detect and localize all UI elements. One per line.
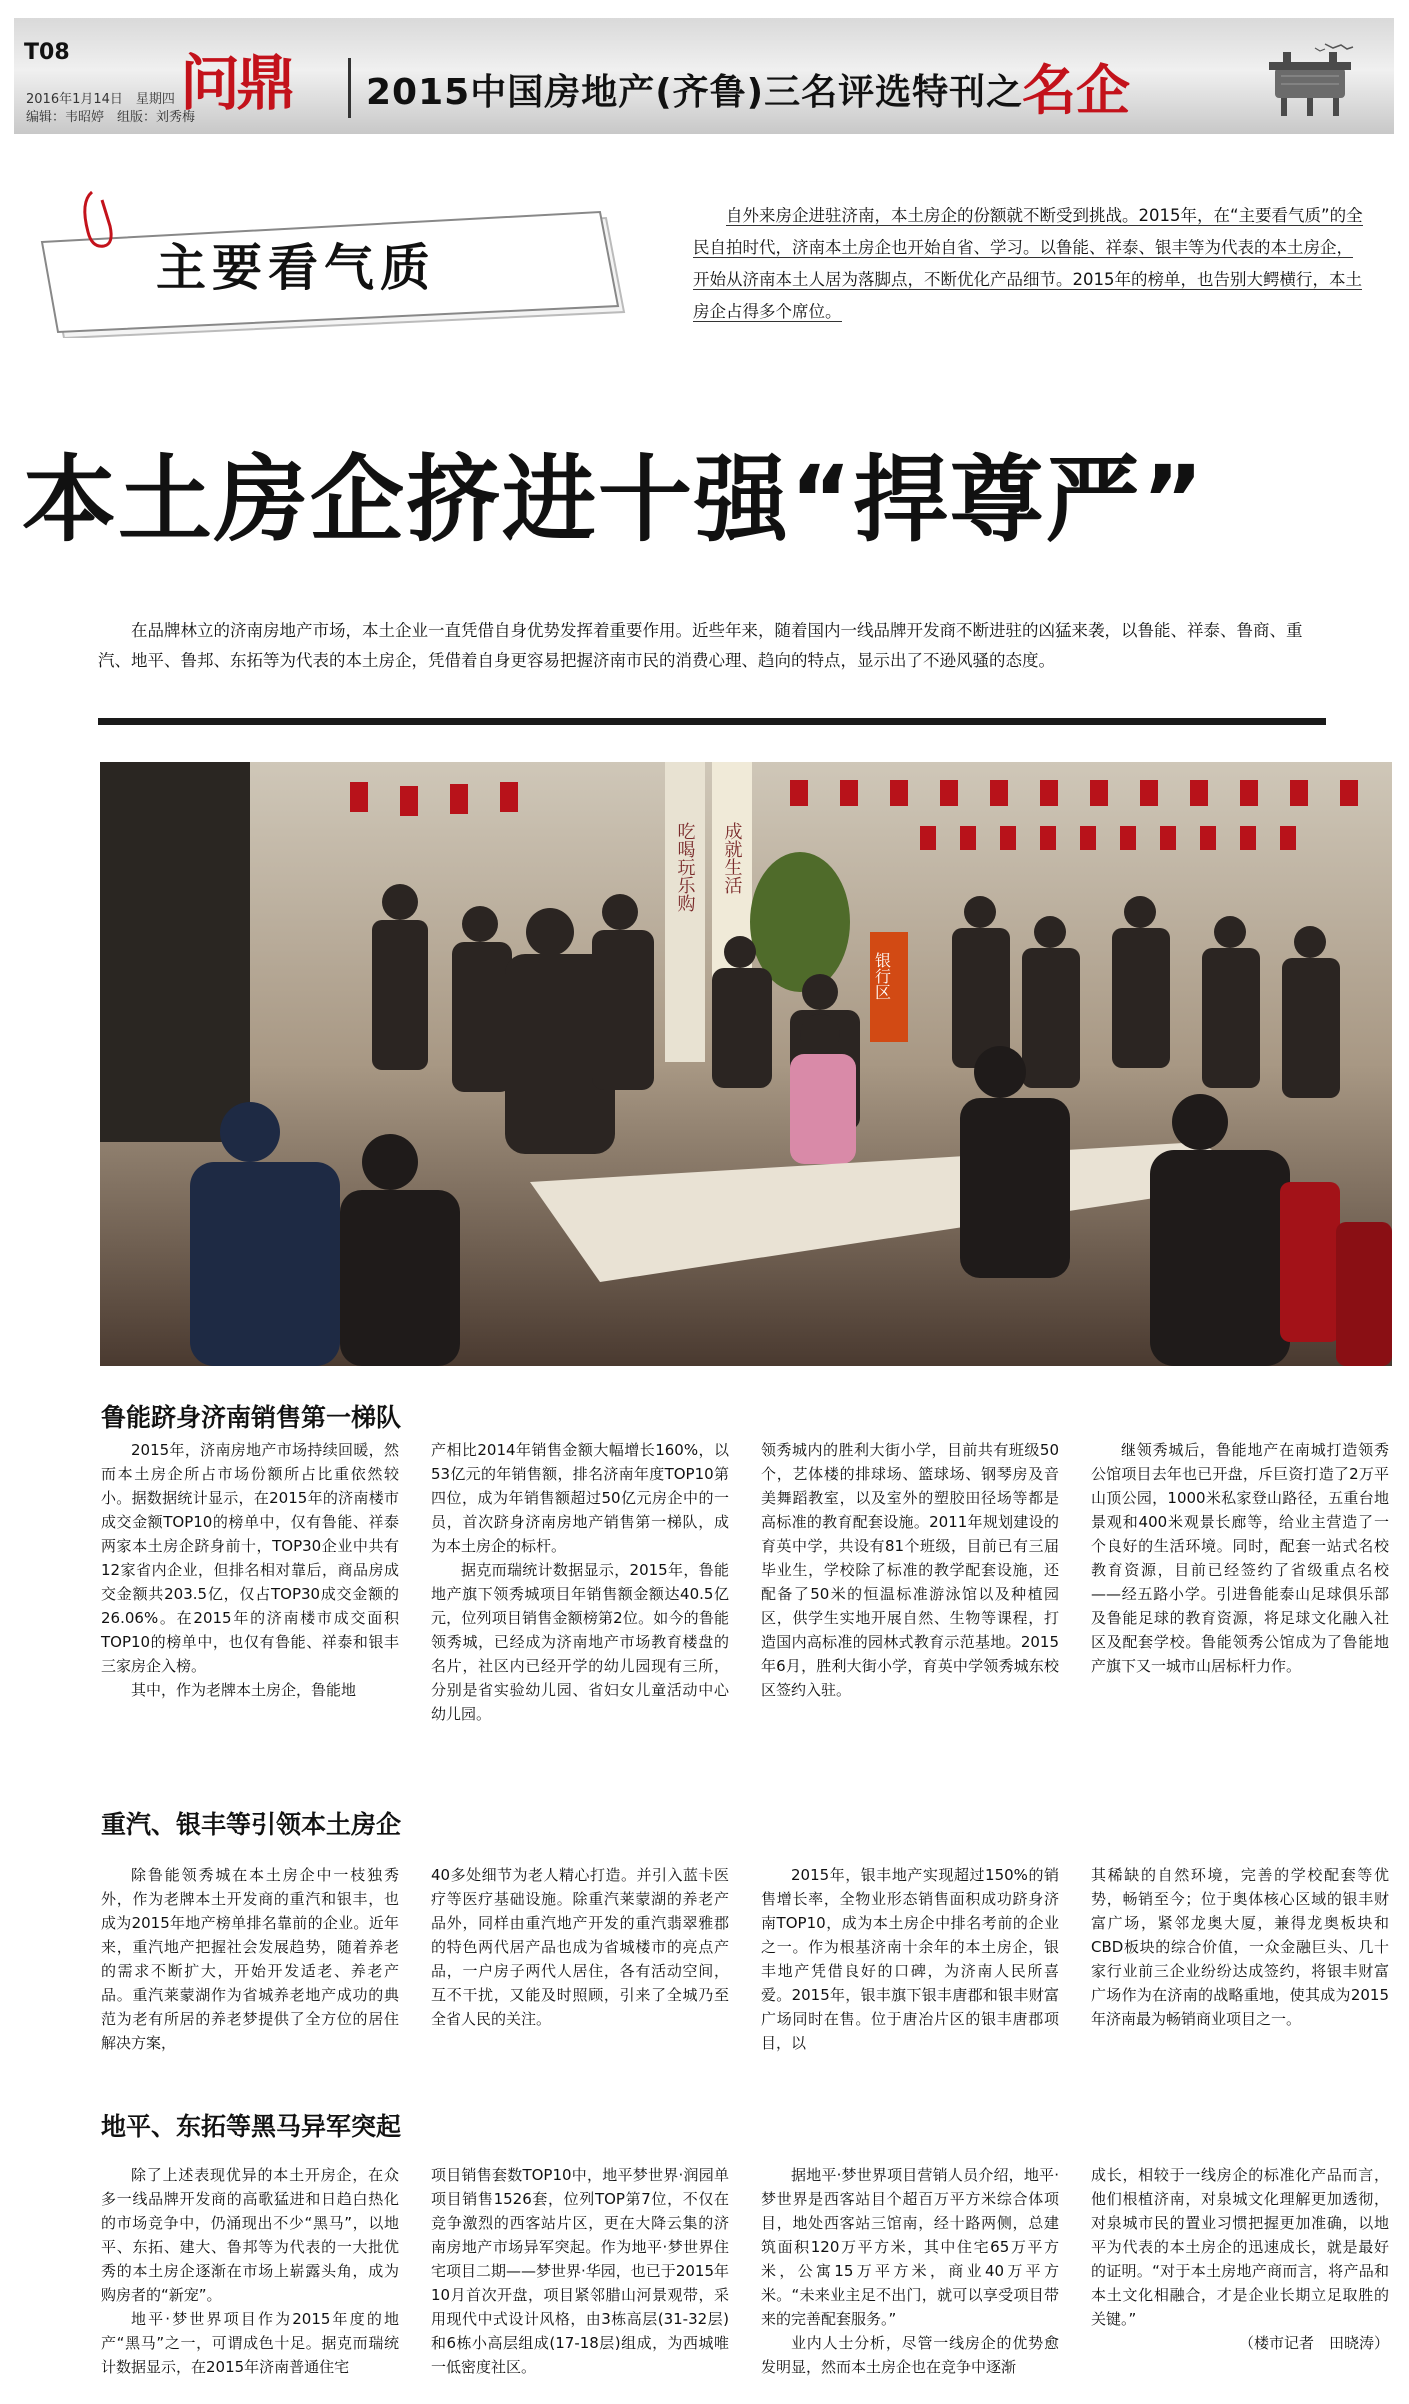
- paragraph: 继领秀城后，鲁能地产在南城打造领秀公馆项目去年也已开盘，斥巨资打造了2万平山顶公园，1000米私家登山路径，五重台地景观和400米观景长廊等，给业主营造了一个良好的生活环境。同时，配套一站式名校教育资源，目前已经签约了省级重点名校——经五路小学。引进鲁能泰山足球俱乐部及鲁能足球的教育资源，将足球文化融入社区及配套学校。鲁能领秀公馆成为了鲁能地产旗下又一城市山居标杆力作。: [1091, 1441, 1389, 1675]
- section-2-column-3: [761, 1863, 1059, 2055]
- intro-deck: [693, 200, 1365, 328]
- paragraph: 2015年，银丰地产实现超过150%的销售增长率，全物业形态销售面积成功跻身济南TOP10，成为本土房企中排名考前的企业之一。作为根基济南十余年的本土房企，银丰地产凭借良好的口碑，为济南人民所喜爱。2015年，银丰旗下银丰唐郡和银丰财富广场同时在售。位于唐冶片区的银丰唐郡项目，以: [761, 1866, 1059, 2052]
- page-number: T08: [24, 40, 70, 65]
- intro-deck-text: 自外来房企进驻济南，本土房企的份额就不断受到挑战。2015年，在“主要看气质”的全民自拍时代，济南本土房企也开始自省、学习。以鲁能、祥泰、银丰等为代表的本土房企，开始从济南本土人居为落脚点，不断优化产品细节。2015年的榜单，也告别大鳄横行，本土房企占得多个席位。: [693, 206, 1363, 321]
- paragraph: 成长，相较于一线房企的标准化产品而言，他们根植济南，对泉城文化理解更加透彻，对泉城市民的置业习惯把握更加准确，以地平为代表的本土房企的迅速成长，就是最好的证明。“对于本土房地产商而言，将产品和本土文化相融合，才是企业长期立足取胜的关键。”: [1091, 2166, 1389, 2328]
- paragraph: 领秀城内的胜利大街小学，目前共有班级50个，艺体楼的排球场、篮球场、钢琴房及音美舞蹈教室，以及室外的塑胶田径场等都是高标准的教育配套设施。2011年规划建设的育英中学，共设有81个班级，目前已有三届毕业生，学校除了标准的教学配套设施，还配备了50米的恒温标准游泳馆以及种植园区，供学生实地开展自然、生物等课程，打造国内高标准的园林式教育示范基地。2015年6月，胜利大街小学，育英中学领秀城东校区签约入驻。: [761, 1441, 1059, 1699]
- section-1-column-1: [101, 1438, 399, 1702]
- section-heading-1: 鲁能跻身济南销售第一梯队: [101, 1403, 402, 1432]
- paragraph: 除鲁能领秀城在本土房企中一枝独秀外，作为老牌本土开发商的重汽和银丰，也成为2015年地产榜单排名靠前的企业。近年来，重汽地产把握社会发展趋势，随着养老的需求不断扩大，开始开发适老、养老产品。重汽莱蒙湖作为省城养老地产成功的典范为老有所居的养老梦提供了全方位的居住解决方案，: [101, 1866, 399, 2052]
- section-tag-text: 主要看气质: [156, 238, 436, 297]
- section-2-column-4: [1091, 1863, 1389, 2031]
- lead-paragraph: 在品牌林立的济南房地产市场，本土企业一直凭借自身优势发挥着重要作用。近些年来，随着国内一线品牌开发商不断进驻的凶猛来袭，以鲁能、祥泰、鲁商、重汽、地平、鲁邦、东拓等为代表的本土房企，凭借着自身更容易把握济南市民的消费心理、趋向的特点，显示出了不逊风骚的态度。: [98, 621, 1303, 670]
- section-1-column-3: [761, 1438, 1059, 1702]
- paragraph: 项目销售套数TOP10中，地平梦世界·润园单项目销售1526套，位列TOP第7位，不仅在竞争激烈的西客站片区，更在大降云集的济南房地产市场异军突起。作为地平·梦世界住宅项目二期——梦世界·华园，也已于2015年10月首次开盘，项目紧邻腊山河景观带，采用现代中式设计风格，由3栋高层(31-32层)和6栋小高层组成(17-18层)组成，为西城唯一低密度社区。: [431, 2166, 729, 2376]
- photo-sign-right: 成就生活: [721, 822, 743, 894]
- paragraph: 据地平·梦世界项目营销人员介绍，地平·梦世界是西客站目个超百万平方米综合体项目，地处西客站三馆南，经十路两侧，总建筑面积120万平方米，其中住宅65万平方米，公寓15万平方米，商业40万平方米。“未来业主足不出门，就可以享受项目带来的完善配套服务。”: [761, 2166, 1059, 2328]
- photo-bank-sign: 银行区: [872, 952, 892, 1000]
- section-3-column-4: [1091, 2163, 1389, 2355]
- section-1-column-2: [431, 1438, 729, 1726]
- section-2-column-2: [431, 1863, 729, 2031]
- paragraph: 地平·梦世界项目作为2015年度的地产“黑马”之一，可谓成色十足。据克而瑞统计数据显示，在2015年济南普通住宅: [101, 2310, 399, 2376]
- editors-credit: 编辑：韦昭婷 组版：刘秀梅: [26, 110, 196, 125]
- brand-logo: 问鼎: [180, 49, 292, 119]
- header-title: 2015中国房地产(齐鲁)三名评选特刊之: [366, 72, 1024, 113]
- paragraph: 40多处细节为老人精心打造。并引入蓝卡医疗等医疗基础设施。除重汽莱蒙湖的养老产品外，同样由重汽地产开发的重汽翡翠雅郡的特色两代居产品也成为省城楼市的亮点产品，一户房子两代人居住，各有活动空间，互不干扰，又能及时照顾，引来了全城乃至全省人民的关注。: [431, 1866, 729, 2028]
- sales-office-crowd-photo: [100, 762, 1392, 1366]
- bronze-ding-tripod-icon: [1255, 38, 1365, 120]
- section-3-column-3: [761, 2163, 1059, 2379]
- section-3-column-1: [101, 2163, 399, 2379]
- issue-date: 2016年1月14日 星期四: [26, 92, 175, 107]
- byline: （楼市记者 田晓涛）: [1238, 2334, 1389, 2352]
- header-divider: [348, 58, 351, 118]
- paragraph: 除了上述表现优异的本土开房企，在众多一线品牌开发商的高歌猛进和日趋白热化的市场竞争中，仍涌现出不少“黑马”，以地平、东拓、建大、鲁邦等为代表的一大批优秀的本土房企逐渐在市场上崭露头角，成为购房者的“新宠”。: [101, 2166, 399, 2304]
- section-3-column-2: [431, 2163, 729, 2379]
- section-heading-3: 地平、东拓等黑马异军突起: [101, 2112, 402, 2141]
- section-heading-2: 重汽、银丰等引领本土房企: [101, 1810, 402, 1839]
- section-1-column-4: [1091, 1438, 1389, 1678]
- photo-illustration: [100, 762, 1392, 1366]
- paragraph: 其中，作为老牌本土房企，鲁能地: [131, 1681, 357, 1699]
- photo-sign-left: 吃喝玩乐购: [674, 822, 696, 912]
- header-title-suffix: 名企: [1022, 58, 1130, 122]
- paragraph: 产相比2014年销售金额大幅增长160%，以53亿元的年销售额，排名济南年度TOP10第四位，成为年销售额超过50亿元房企中的一员，首次跻身济南房地产销售第一梯队，成为本土房企的标杆。: [431, 1441, 729, 1555]
- paragraph: 据克而瑞统计数据显示，2015年，鲁能地产旗下领秀城项目年销售额金额达40.5亿元，位列项目销售金额榜第2位。如今的鲁能领秀城，已经成为济南地产市场教育楼盘的名片，社区内已经开学的幼儿园现有三所，分别是省实验幼儿园、省妇女儿童活动中心幼儿园。: [431, 1561, 729, 1723]
- paragraph: 业内人士分析，尽管一线房企的优势愈发明显，然而本土房企也在竞争中逐渐: [761, 2334, 1059, 2376]
- section-rule: [98, 718, 1326, 725]
- headline: 本土房企挤进十强“捍尊严”: [22, 446, 1206, 555]
- paragraph: 其稀缺的自然环境，完善的学校配套等优势，畅销至今；位于奥体核心区域的银丰财富广场，紧邻龙奥大厦，兼得龙奥板块和CBD板块的综合价值，一众金融巨头、几十家行业前三企业纷纷达成签约，将银丰财富广场作为在济南的战略重地，使其成为2015年济南最为畅销商业项目之一。: [1091, 1866, 1389, 2028]
- paragraph: 2015年，济南房地产市场持续回暖，然而本土房企所占市场份额所占比重依然较小。据数据统计显示，在2015年的济南楼市成交金额TOP10的榜单中，仅有鲁能、祥泰两家本土房企跻身前十，TOP30企业中共有12家省内企业，但排名相对靠后，商品房成交金额共203.5亿，仅占TOP30成交金额的26.06%。在2015年的济南楼市成交面积TOP10的榜单中，也仅有鲁能、祥泰和银丰三家房企入榜。: [101, 1441, 399, 1675]
- section-2-column-1: [101, 1863, 399, 2055]
